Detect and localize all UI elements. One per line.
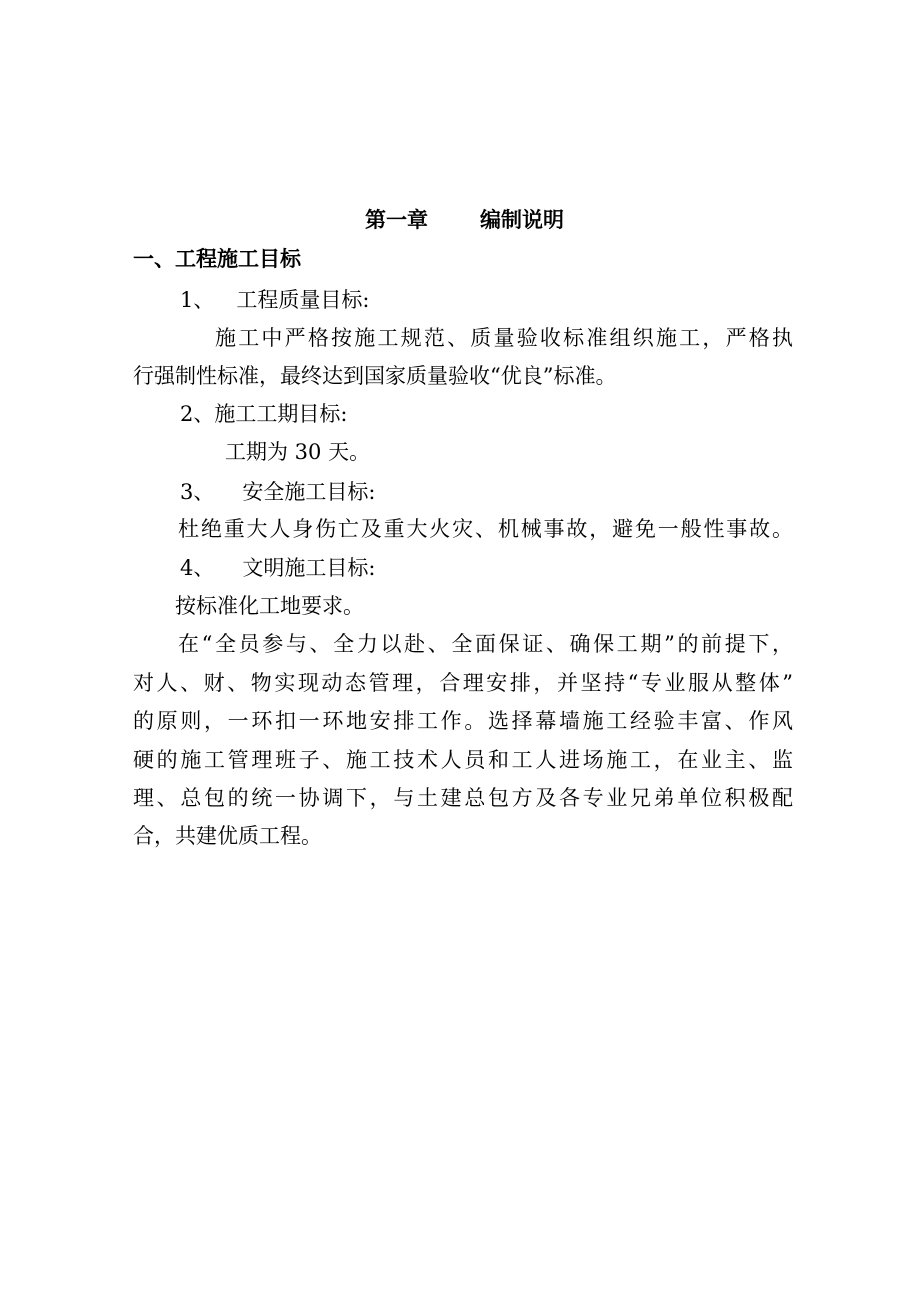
item-heading bbox=[180, 554, 375, 582]
body-line: 按标准化工地要求。 bbox=[175, 594, 364, 618]
item-heading bbox=[180, 400, 347, 428]
chapter-label: 第一章 bbox=[365, 207, 428, 232]
body-line: 施工中严格按施工规范、质量验收标准组织施工，严格执 bbox=[215, 326, 793, 350]
item-label: 施工工期目标: bbox=[214, 402, 348, 426]
body-line: 合，共建优质工程。 bbox=[133, 824, 322, 848]
body-line: 理、总包的统一协调下，与土建总包方及各专业兄弟单位积极配 bbox=[133, 786, 793, 810]
item-label: 文明施工目标: bbox=[242, 556, 376, 580]
item-heading bbox=[180, 478, 375, 506]
item-heading bbox=[180, 286, 369, 314]
body-line: 杜绝重大人身伤亡及重大火灾、机械事故，避免一般性事故。 bbox=[178, 517, 793, 541]
body-line: 硬的施工管理班子、施工技术人员和工人进场施工，在业主、监 bbox=[133, 748, 793, 772]
item-label: 安全施工目标: bbox=[242, 480, 376, 504]
body-line: 行强制性标准，最终达到国家质量验收“优良”标准。 bbox=[133, 364, 617, 388]
section-heading: 一、工程施工目标 bbox=[133, 246, 301, 271]
chapter-heading bbox=[365, 206, 564, 234]
body-line: 对人、财、物实现动态管理，合理安排，并坚持“专业服从整体” bbox=[133, 671, 793, 695]
item-number: 2、 bbox=[180, 402, 215, 426]
item-number: 3、 bbox=[180, 480, 215, 504]
body-line: 工期为 30 天。 bbox=[225, 440, 371, 464]
body-line: 在“全员参与、全力以赴、全面保证、确保工期”的前提下， bbox=[178, 632, 793, 656]
body-line: 的原则，一环扣一环地安排工作。选择幕墙施工经验丰富、作风 bbox=[133, 709, 793, 733]
chapter-title: 编制说明 bbox=[480, 207, 564, 232]
item-label: 工程质量目标: bbox=[236, 288, 370, 312]
item-number: 4、 bbox=[180, 556, 215, 580]
item-number: 1、 bbox=[180, 288, 215, 312]
